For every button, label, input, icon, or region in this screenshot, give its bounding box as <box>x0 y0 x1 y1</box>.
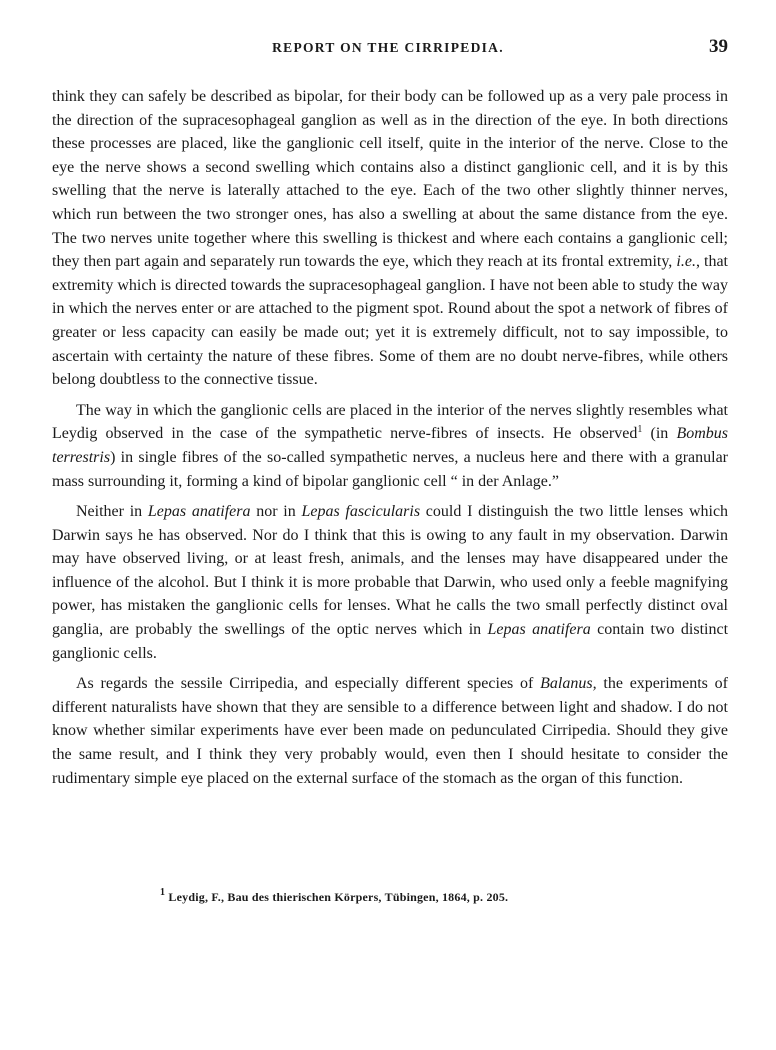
paragraph-3-text-a: Neither in <box>76 503 148 521</box>
species-name: Lepas anatifera <box>487 621 591 639</box>
paragraph-2-text-c: ) in single fibres of the so-called sympathetic nerves, a nucleus here and there with a granular mass surrounding it, forming a kind of bipolar ganglionic cell “ in der Anlage.” <box>52 448 728 490</box>
ie-abbreviation: i.e. <box>676 253 696 271</box>
footnote-text: Leydig, F., Bau des thierischen Körpers, Tübingen, 1864, p. 205. <box>165 890 509 904</box>
genus-name: Balanus, <box>540 675 597 693</box>
paragraph-1-text-continued: , that extremity which is directed towards the supracesophageal ganglion. I have not been able to study the way in which the nerves enter or are attached to the pigment spot. Round about the spot a network of fibres of greater or less capacity can easily be made out; yet it is extremely difficult, not to say impossible, to ascertain with certainty the nature of these fibres. Some of them are no doubt nerve-fibres, while others belong doubtless to the connective tissue. <box>52 253 729 389</box>
paragraph-2 <box>52 399 728 493</box>
page-number: 39 <box>709 36 728 57</box>
page-header <box>0 36 776 64</box>
paragraph-4-text-b: the experiments of different naturalists have shown that they are sensible to a difference between light and shadow. I do not know whether similar experiments have ever been made on pedunculated Cirripedia. Should they give the same result, and I think they very probably would, even then I should hesitate to consider the rudimentary simple eye placed on the external surface of the stomach as the organ of this function. <box>52 675 728 787</box>
paragraph-3-text-b: nor in <box>250 503 302 521</box>
paragraph-4-text-a: As regards the sessile Cirripedia, and especially different species of <box>76 675 541 693</box>
paragraph-3-text-c: could I distinguish the two little lenses which Darwin says he has observed. Nor do I think that this is owing to any fault in my observation. Darwin may have observed living, or at least fresh, animals, and the lenses may have disappeared under the influence of the alcohol. But I think it is more probable that Darwin, who used only a feeble magnifying power, has mistaken the ganglionic cells for lenses. What he calls the two small perfectly distinct oval ganglia, are probably the swellings of the optic nerves which in <box>52 503 729 639</box>
paragraph-4 <box>52 672 728 790</box>
paragraph-2-text-b: (in <box>642 425 677 443</box>
running-title: REPORT ON THE CIRRIPEDIA. <box>272 40 504 55</box>
footnote-marker: 1 <box>160 887 166 898</box>
species-name: Lepas anatifera <box>147 503 251 521</box>
footnote-reference: 1 <box>637 424 643 436</box>
paragraph-3-text-d: contain two distinct ganglionic cells. <box>52 621 729 662</box>
species-name: Bombus terrestris <box>52 425 728 466</box>
body-text <box>52 85 728 801</box>
paragraph-3 <box>52 500 728 665</box>
species-name: Lepas fascicularis <box>301 503 421 521</box>
paragraph-1-text: think they can safely be described as bipolar, for their body can be followed up as a very pale process in the direction of the supracesophageal ganglion as well as in the direction of the eye. In both directions these processes are placed, like the ganglionic cell itself, quite in the interior of the nerve. Close to the eye the nerve shows a second swelling which contains also a distinct ganglionic cell, and it is by this swelling that the nerve is laterally attached to the eye. Each of the two other slightly thinner nerves, which run between the two stronger ones, has also a swelling at about the same distance from the eye. The two nerves unite together where this swelling is thickest and where each contains a ganglionic cell; they then part again and separately run towards the eye, which they reach at its frontal extremity, <box>52 88 728 271</box>
paragraph-2-text-a: The way in which the ganglionic cells are placed in the interior of the nerves slightly resembles what Leydig observed in the case of the sympathetic nerve-fibres of insects. He observed <box>52 401 728 443</box>
footnote <box>160 887 720 905</box>
paragraph-1 <box>52 85 728 392</box>
